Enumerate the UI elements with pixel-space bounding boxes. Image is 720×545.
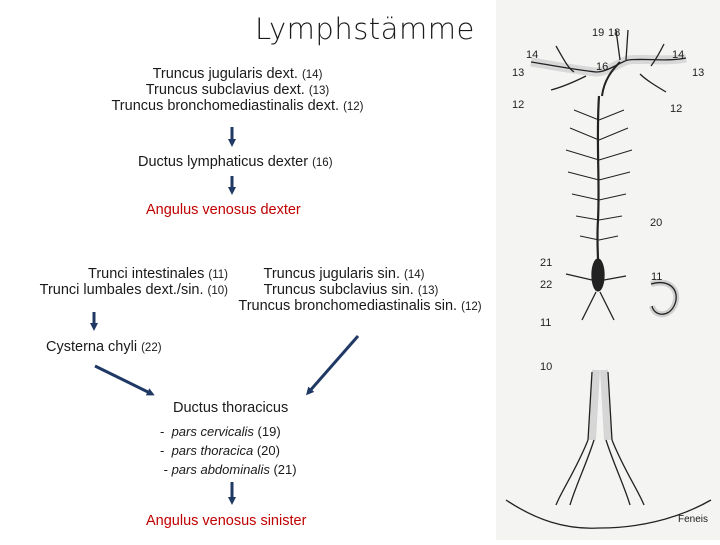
page-title: Lymphstämme — [255, 12, 475, 46]
part-prefix: - — [160, 443, 172, 458]
fig-label-14-left: 14 — [526, 49, 539, 61]
part-prefix: - — [160, 424, 172, 439]
figure-credit: Feneis — [678, 514, 709, 525]
trunk-number: (12) — [343, 101, 364, 113]
fig-label-16: 16 — [596, 61, 609, 73]
arrow-diag-right — [308, 336, 358, 393]
fig-label-12-left: 12 — [512, 99, 525, 111]
part-name: pars thoracica — [171, 443, 254, 458]
ductus-thoracicus-title: Ductus thoracicus — [173, 400, 289, 416]
arrow-diag-left — [95, 366, 152, 394]
trunk-name: Truncus bronchomediastinalis sin. — [238, 298, 458, 314]
cysterna-chyli-number: (22) — [141, 342, 162, 354]
trunk-name: Trunci lumbales dext./sin. — [39, 282, 204, 298]
fig-label-19: 19 — [592, 27, 605, 39]
fig-label-22: 22 — [540, 279, 553, 291]
cisterna-chyli-shape — [592, 259, 604, 291]
fig-label-13-left: 13 — [512, 67, 525, 79]
fig-label-13-right: 13 — [692, 67, 705, 79]
fig-label-11-right: 11 — [651, 271, 663, 283]
part-number: (20) — [256, 443, 280, 458]
ductus-lymphaticus-number: (16) — [312, 157, 333, 169]
part-prefix: - — [160, 462, 172, 477]
trunk-name: Truncus subclavius sin. — [263, 282, 414, 298]
part-number: (19) — [257, 424, 281, 439]
fig-label-20: 20 — [650, 217, 663, 229]
fig-label-10: 10 — [540, 361, 553, 373]
part-number: (21) — [273, 462, 297, 477]
trunk-name: Trunci intestinales — [88, 266, 205, 282]
trunk-number: (14) — [404, 269, 425, 281]
anatomy-figure — [496, 0, 720, 540]
lymphatic-system-illustration — [496, 0, 720, 540]
trunk-number: (12) — [461, 301, 482, 313]
part-name: pars abdominalis — [171, 462, 270, 477]
trunk-number: (14) — [301, 69, 323, 81]
trunk-number: (10) — [207, 285, 228, 297]
angulus-venosus-sinister: Angulus venosus sinister — [146, 513, 307, 529]
fig-label-12-right: 12 — [670, 103, 683, 115]
figure-background — [496, 0, 720, 540]
part-name: pars cervicalis — [171, 424, 254, 439]
trunk-number: (13) — [308, 85, 330, 97]
ductus-lymphaticus-name: Ductus lymphaticus dexter — [138, 154, 309, 170]
fig-label-21: 21 — [540, 257, 553, 269]
trunk-name: Truncus bronchomediastinalis dext. — [111, 98, 340, 114]
fig-label-18: 18 — [608, 27, 621, 39]
trunk-number: (13) — [417, 285, 439, 297]
trunk-name: Truncus jugularis sin. — [263, 266, 400, 282]
trunk-name: Truncus subclavius dext. — [145, 82, 305, 98]
cysterna-chyli-name: Cysterna chyli — [46, 339, 138, 355]
trunk-number: (11) — [208, 269, 228, 281]
fig-label-11-left: 11 — [540, 317, 552, 329]
angulus-venosus-dexter: Angulus venosus dexter — [146, 202, 301, 218]
fig-label-14-right: 14 — [672, 49, 685, 61]
trunk-name: Truncus jugularis dext. — [152, 66, 298, 82]
